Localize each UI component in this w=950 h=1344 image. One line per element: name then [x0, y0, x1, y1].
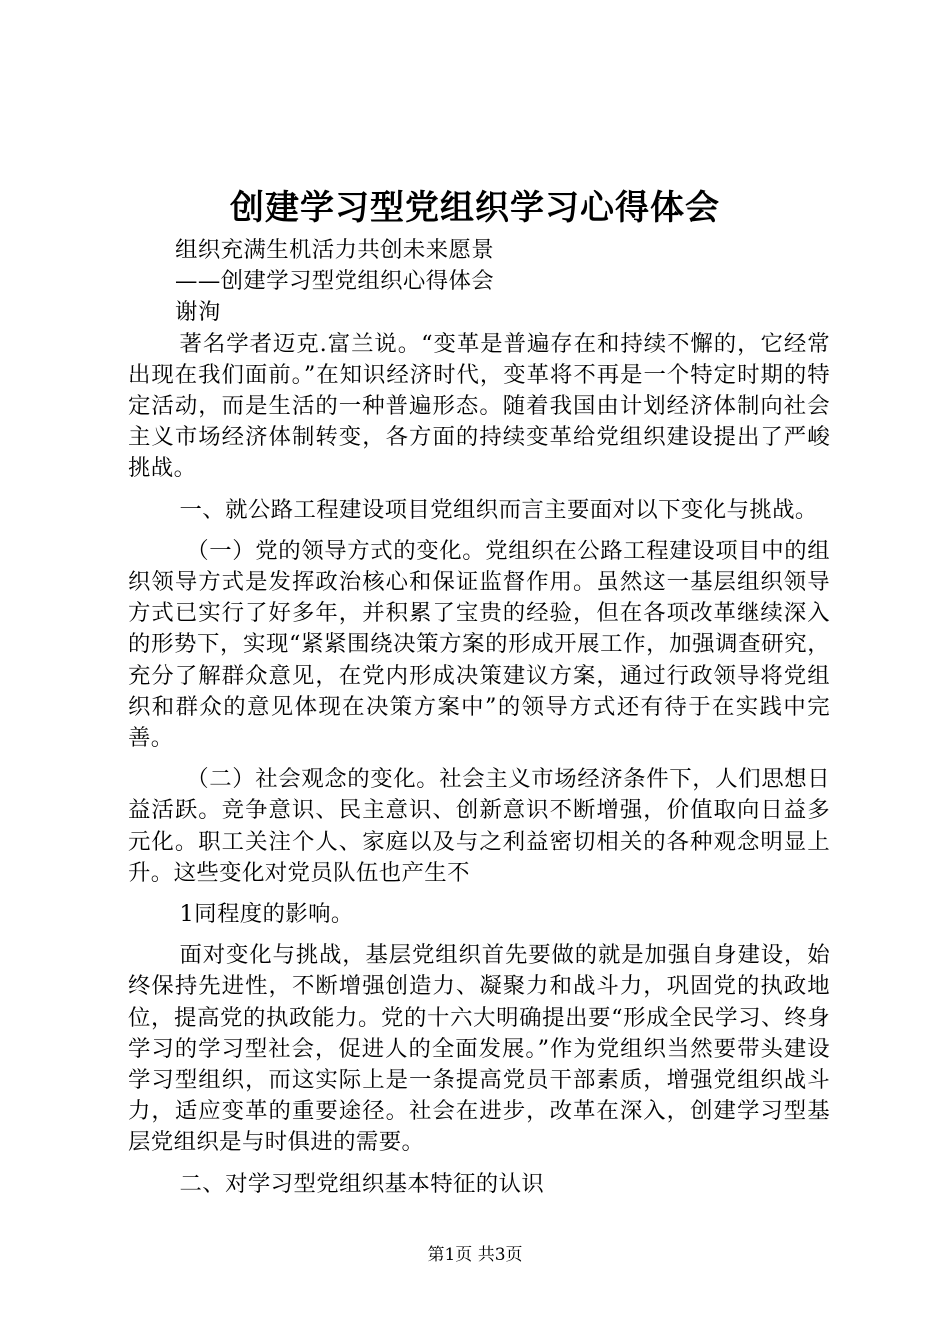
paragraph-continuation: 1同程度的影响。: [179, 901, 354, 928]
paragraph-social-change: （二）社会观念的变化。社会主义市场经济条件下，人们思想日益活跃。竞争意识、民主意识、创新意识不断增强，价值取向日益多元化。职工关注个人、家庭以及与之利益密切相关的各种观念明显上升。这些变化对党员队伍也产生不: [128, 766, 830, 886]
subtitle-line: 组织充满生机活力共创未来愿景: [175, 237, 495, 263]
document-title: 创建学习型党组织学习心得体会: [230, 188, 720, 228]
paragraph-leadership-change: （一）党的领导方式的变化。党组织在公路工程建设项目中的组织领导方式是发挥政治核心和保证监督作用。虽然这一基层组织领导方式已实行了好多年，并积累了宝贵的经验，但在各项改革继续深入的形势下，实现“紧紧围绕决策方案的形成开展工作，加强调查研究，充分了解群众意见，在党内形成决策建议方案，通过行政领导将党组织和群众的意见体现在决策方案中”的领导方式还有待于在实践中完善。: [128, 537, 830, 752]
section-heading-1: 一、就公路工程建设项目党组织而言主要面对以下变化与挑战。: [179, 496, 818, 523]
paragraph-challenge-response: 面对变化与挑战，基层党组织首先要做的就是加强自身建设，始终保持先进性，不断增强创造力、凝聚力和战斗力，巩固党的执政地位，提高党的执政能力。党的十六大明确提出要“形成全民学习、终身学习的学习型社会，促进人的全面发展。”作为党组织当然要带头建设学习型组织，而这实际上是一条提高党员干部素质，增强党组织战斗力，适应变革的重要途径。社会在进步，改革在深入，创建学习型基层党组织是与时俱进的需要。: [128, 942, 830, 1156]
page-footer: 第1页 共3页: [427, 1245, 523, 1265]
subtitle-line-2: ——创建学习型党组织心得体会: [175, 268, 495, 295]
document-body: [128, 235, 830, 1200]
section-heading-2: 二、对学习型党组织基本特征的认识: [179, 1170, 545, 1197]
author-name: 谢洵: [175, 299, 221, 326]
paragraph-intro: 著名学者迈克.富兰说。“变革是普遍存在和持续不懈的，它经常出现在我们面前。”在知识经济时代，变革将不再是一个特定时期的特定活动，而是生活的一种普遍形态。随着我国由计划经济体制向社会主义市场经济体制转变，各方面的持续变革给党组织建设提出了严峻挑战。: [128, 330, 830, 482]
